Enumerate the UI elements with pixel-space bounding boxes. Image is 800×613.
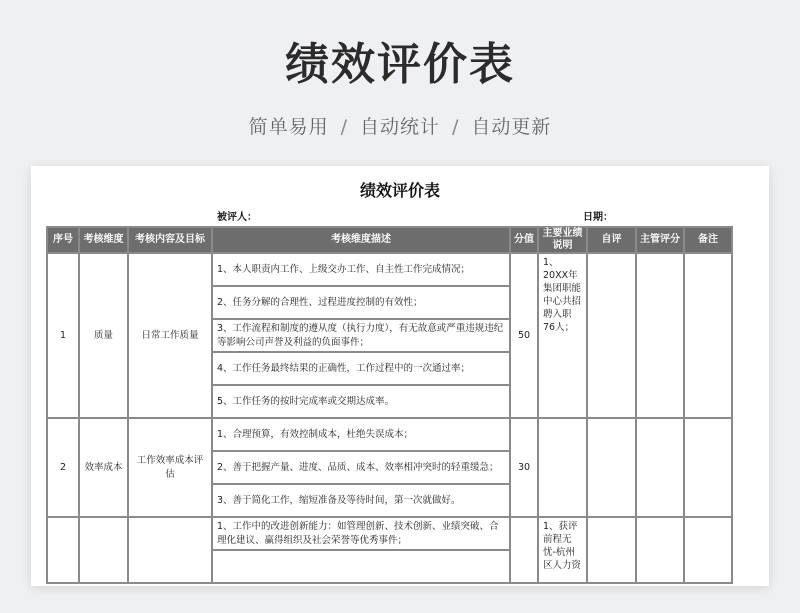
cell-description[interactable]: 5、工作任务的按时完成率或交期达成率。 [213, 386, 509, 417]
cell-manager-rating[interactable] [637, 419, 683, 516]
table-row [48, 518, 731, 549]
cell-no: 1 [48, 254, 78, 417]
reviewee-label: 被评人： [217, 212, 257, 223]
hero-subtitle [0, 112, 800, 139]
header-dimension: 考核维度 [80, 228, 127, 252]
cell-description[interactable]: 4、工作任务最终结果的正确性，工作过程中的一次通过率； [213, 353, 509, 384]
cell-description[interactable]: 3、善于简化工作，缩短准备及等待时间，第一次就做好。 [213, 485, 509, 516]
cell-description[interactable]: 1、本人职责内工作、上级交办工作、自主性工作完成情况； [213, 254, 509, 285]
header-no: 序号 [48, 228, 78, 252]
cell-description[interactable]: 1、合理预算，有效控制成本，杜绝失误成本； [213, 419, 509, 450]
evaluation-sheet [31, 166, 769, 586]
evaluation-table [46, 226, 733, 584]
header-manager-rating: 主管评分 [637, 228, 683, 252]
cell-no: 2 [48, 419, 78, 516]
subtitle-separator: / [340, 116, 348, 138]
sheet-title: 绩效评价表 [359, 181, 440, 200]
cell-self-rating[interactable] [588, 254, 635, 417]
cell-score: 50 [511, 254, 537, 417]
cell-performance[interactable]: 1、获评前程无忧-杭州区人力资 [539, 518, 586, 582]
cell-description[interactable]: 2、任务分解的合理性、过程进度控制的有效性； [213, 287, 509, 318]
cell-description[interactable]: 2、善于把握产量、进度、品质、成本、效率相冲突时的轻重缓急； [213, 452, 509, 483]
header-description: 考核维度描述 [213, 228, 509, 252]
cell-self-rating[interactable] [588, 419, 635, 516]
subtitle-item-auto-stats: 自动统计 [359, 116, 440, 138]
subtitle-item-auto-update: 自动更新 [471, 116, 552, 138]
cell-remarks[interactable] [685, 419, 731, 516]
header-score: 分值 [511, 228, 537, 252]
date-label: 日期： [583, 212, 613, 223]
cell-performance[interactable] [539, 419, 586, 516]
cell-content: 日常工作质量 [129, 254, 211, 417]
cell-manager-rating[interactable] [637, 518, 683, 582]
cell-remarks[interactable] [685, 254, 731, 417]
cell-self-rating[interactable] [588, 518, 635, 582]
cell-remarks[interactable] [685, 518, 731, 582]
header-remarks: 备注 [685, 228, 731, 252]
cell-dimension [80, 518, 127, 582]
cell-content: 工作效率成本评估 [129, 419, 211, 516]
cell-score: 30 [511, 419, 537, 516]
hero-title: 绩效评价表 [285, 39, 515, 90]
table-row [48, 254, 731, 285]
cell-manager-rating[interactable] [637, 254, 683, 417]
subtitle-item-easy: 简单易用 [248, 116, 329, 138]
cell-performance[interactable]: 1、20XX年集团职能中心共招聘入职76人； [539, 254, 586, 417]
cell-dimension: 效率成本 [80, 419, 127, 516]
cell-description[interactable]: 1、工作中的改进创新能力：如管理创新、技术创新、业绩突破、合理化建议、赢得组织及社会荣誉等优秀事件； [213, 518, 509, 549]
cell-dimension: 质量 [80, 254, 127, 417]
cell-no [48, 518, 78, 582]
table-row [48, 419, 731, 450]
header-self-rating: 自评 [588, 228, 635, 252]
table-header-row [48, 228, 731, 252]
header-performance: 主要业绩说明 [539, 228, 586, 252]
cell-description[interactable] [213, 551, 509, 582]
cell-score [511, 518, 537, 582]
cell-content [129, 518, 211, 582]
subtitle-separator: / [452, 116, 460, 138]
cell-description[interactable]: 3、工作流程和制度的遵从度（执行力度），有无故意或严重违规违纪等影响公司声誉及利益的负面事件； [213, 320, 509, 351]
header-content: 考核内容及目标 [129, 228, 211, 252]
